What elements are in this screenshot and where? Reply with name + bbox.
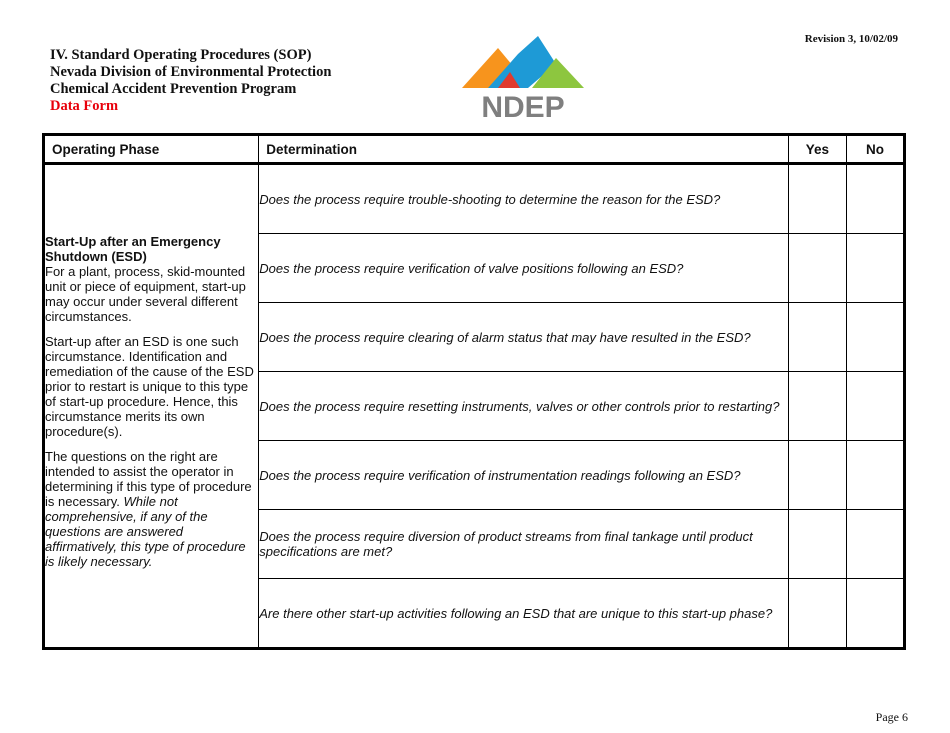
question-cell: Does the process require diversion of product streams from final tankage until product specifications are met? <box>259 510 789 579</box>
phase-description-2: Start-up after an ESD is one such circumstance. Identification and remediation of the cause of the ESD prior to restart is unique to this type of start-up procedure. Hence, this circumstance merits its own procedure(s). <box>45 333 254 439</box>
no-checkbox-cell[interactable] <box>846 372 904 441</box>
header-no: No <box>846 135 904 164</box>
header-line-program: Chemical Accident Prevention Program <box>50 81 297 97</box>
yes-checkbox-cell[interactable] <box>788 579 846 649</box>
question-cell: Does the process require resetting instruments, valves or other controls prior to restarting? <box>259 372 789 441</box>
revision-label: Revision 3, 10/02/09 <box>804 33 898 45</box>
no-checkbox-cell[interactable] <box>846 303 904 372</box>
yes-checkbox-cell[interactable] <box>788 510 846 579</box>
no-checkbox-cell[interactable] <box>846 441 904 510</box>
yes-checkbox-cell[interactable] <box>788 234 846 303</box>
yes-checkbox-cell[interactable] <box>788 164 846 234</box>
page-number: Page 6 <box>875 710 908 724</box>
table-header-row <box>44 135 905 164</box>
question-cell: Are there other start-up activities following an ESD that are unique to this start-up phase? <box>259 579 789 649</box>
operating-phase-cell <box>44 164 259 649</box>
document-header <box>50 47 331 115</box>
header-line-ndep: Nevada Division of Environmental Protection <box>50 64 332 80</box>
phase-description-3: The questions on the right are intended to assist the operator in determining if this type of procedure is necessary. <box>45 448 252 509</box>
table-row <box>44 164 905 234</box>
header-line-sop: IV. Standard Operating Procedures (SOP) <box>50 47 312 63</box>
ndep-logo <box>458 34 588 124</box>
no-checkbox-cell[interactable] <box>846 234 904 303</box>
header-operating-phase: Operating Phase <box>44 135 259 164</box>
logo-text: NDEP <box>481 91 565 124</box>
header-determination: Determination <box>259 135 789 164</box>
yes-checkbox-cell[interactable] <box>788 441 846 510</box>
question-cell: Does the process require clearing of alarm status that may have resulted in the ESD? <box>259 303 789 372</box>
question-cell: Does the process require trouble-shooting to determine the reason for the ESD? <box>259 164 789 234</box>
question-cell: Does the process require verification of instrumentation readings following an ESD? <box>259 441 789 510</box>
question-cell: Does the process require verification of valve positions following an ESD? <box>259 234 789 303</box>
no-checkbox-cell[interactable] <box>846 579 904 649</box>
header-yes: Yes <box>788 135 846 164</box>
sop-data-table <box>42 133 906 650</box>
phase-description-1: For a plant, process, skid-mounted unit or piece of equipment, start-up may occur under several different circumstances. <box>45 263 246 324</box>
no-checkbox-cell[interactable] <box>846 510 904 579</box>
no-checkbox-cell[interactable] <box>846 164 904 234</box>
yes-checkbox-cell[interactable] <box>788 303 846 372</box>
yes-checkbox-cell[interactable] <box>788 372 846 441</box>
header-line-data-form: Data Form <box>50 98 119 114</box>
phase-title: Start-Up after an Emergency Shutdown (ESD) <box>45 233 221 264</box>
phase-description-3-italic: While not comprehensive, if any of the questions are answered affirmatively, this type of procedure is likely necessary. <box>45 493 246 569</box>
